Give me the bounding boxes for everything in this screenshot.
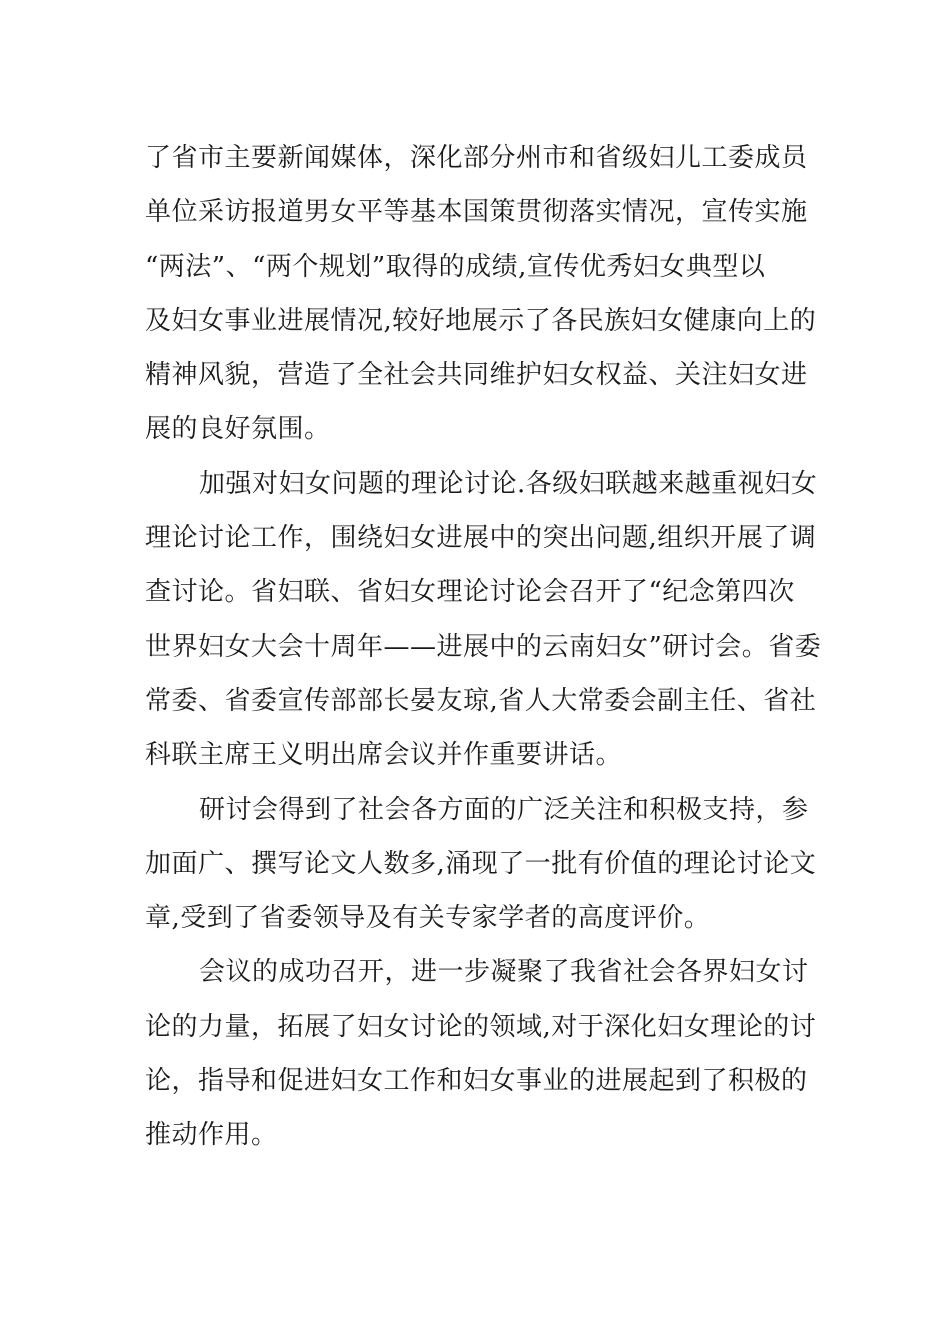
paragraph-1 [145,131,817,457]
text-line: “两法”、“两个规划”取得的成绩,宣传优秀妇女典型以 [145,251,766,282]
text-line: 了省市主要新闻媒体，深化部分州市和省级妇儿工委成员 [145,143,808,173]
text-line: 加强对妇女问题的理论讨论.各级妇联越来越重视妇女 [199,468,818,499]
text-line: 常委、省委宣传部部长晏友琼,省人大常委会副主任、省社 [145,685,817,716]
text-line: 单位采访报道男女平等基本国策贯彻落实情况，宣传实施 [145,197,808,228]
text-line: 展的良好氛围。 [145,414,331,445]
text-line: 及妇女事业进展情况,较好地展示了各民族妇女健康向上的 [145,305,817,336]
text-line: 世界妇女大会十周年——进展中的云南妇女”研讨会。省委 [145,631,822,662]
text-line: 论，指导和促进妇女工作和妇女事业的进展起到了积极的 [145,1066,808,1097]
text-line: 精神风貌，营造了全社会共同维护妇女权益、关注妇女进 [145,360,808,391]
text-line: 研讨会得到了社会各方面的广泛关注和积极支持，参 [199,794,809,825]
text-line: 论的力量，拓展了妇女讨论的领域,对于深化妇女理论的讨 [145,1011,817,1042]
text-line: 查讨论。省妇联、省妇女理论讨论会召开了“纪念第四次 [145,577,795,608]
document-body [145,131,822,1163]
text-line: 加面广、撰写论文人数多,涌现了一批有价值的理论讨论文 [145,848,817,879]
paragraph-3 [145,783,817,946]
text-line: 章,受到了省委领导及有关专家学者的高度评价。 [145,903,711,934]
text-line: 理论讨论工作，围绕妇女进展中的突出问题,组织开展了调 [145,523,817,554]
text-line: 推动作用。 [145,1120,278,1151]
text-line: 会议的成功召开，进一步凝聚了我省社会各界妇女讨 [199,957,809,988]
text-line: 科联主席王义明出席会议并作重要讲话。 [145,740,623,771]
paragraph-2 [145,457,822,783]
paragraph-4 [145,945,817,1162]
